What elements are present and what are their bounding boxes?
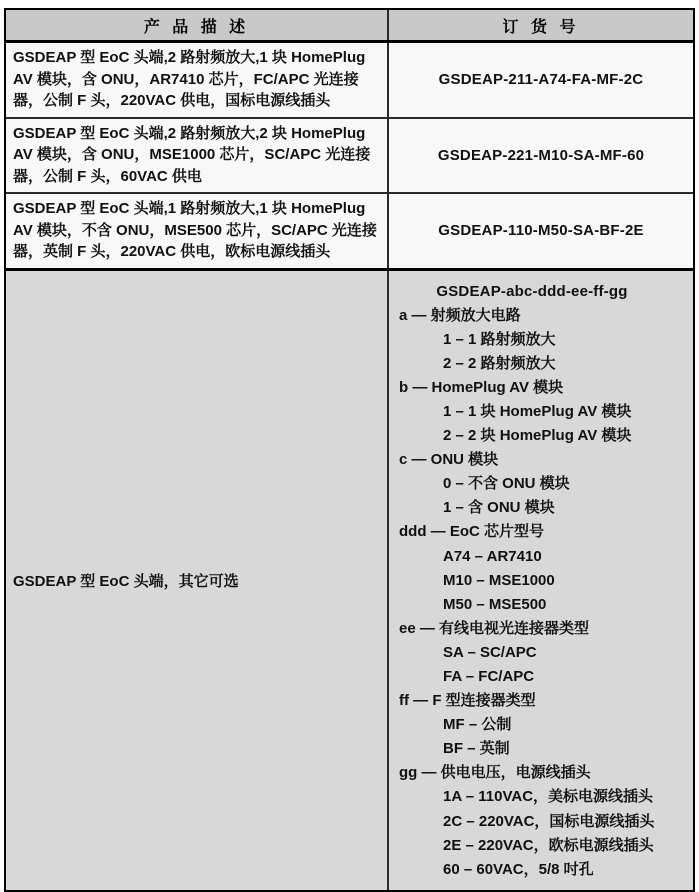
order-number: GSDEAP-221-M10-SA-MF-60 bbox=[437, 146, 645, 164]
column-header-product-description: 产 品 描 述 bbox=[6, 10, 389, 40]
product-description: GSDEAP 型 EoC 头端,2 路射频放大,2 块 HomePlug AV 模块，含 ONU，MSE1000 芯片，SC/APC 光连接器，公制 F 头，60VAC 供电 bbox=[6, 119, 389, 193]
option-item: A74 – AR7410 bbox=[443, 547, 542, 565]
option-group-label: gg — 供电电压，电源线插头 bbox=[399, 764, 591, 782]
option-item: 1A – 110VAC，美标电源线插头 bbox=[443, 788, 654, 806]
table-row bbox=[6, 119, 693, 195]
option-item: 2 – 2 路射频放大 bbox=[443, 354, 556, 372]
option-group-label: b — HomePlug AV 模块 bbox=[399, 378, 564, 396]
table-row bbox=[6, 194, 693, 271]
ordering-code-legend bbox=[389, 271, 693, 890]
option-item: BF – 英制 bbox=[443, 740, 510, 758]
column-header-order-number: 订 货 号 bbox=[502, 18, 580, 36]
product-description: GSDEAP 型 EoC 头端,2 路射频放大,1 块 HomePlug AV 模块，含 ONU，AR7410 芯片，FC/APC 光连接器，公制 F 头，220VAC 供电，国标电源线插头 bbox=[6, 43, 389, 117]
options-row-description: GSDEAP 型 EoC 头端，其它可选 bbox=[6, 271, 389, 890]
order-number: GSDEAP-211-A74-FA-MF-2C bbox=[438, 71, 644, 89]
option-item: 1 – 1 路射频放大 bbox=[443, 330, 556, 348]
order-number: GSDEAP-110-M50-SA-BF-2E bbox=[438, 222, 644, 240]
option-group-label: ddd — EoC 芯片型号 bbox=[399, 523, 544, 541]
option-item: 2 – 2 块 HomePlug AV 模块 bbox=[443, 427, 632, 445]
option-item: 2E – 220VAC，欧标电源线插头 bbox=[443, 836, 654, 854]
option-item: 1 – 1 块 HomePlug AV 模块 bbox=[443, 402, 632, 420]
product-rows bbox=[6, 43, 693, 271]
option-item: 60 – 60VAC，5/8 吋孔 bbox=[443, 860, 594, 878]
option-item: M50 – MSE500 bbox=[443, 595, 547, 613]
option-group-label: c — ONU 模块 bbox=[399, 451, 499, 469]
option-item: FA – FC/APC bbox=[443, 668, 535, 685]
option-group-label: ff — F 型连接器类型 bbox=[399, 692, 536, 710]
option-item: M10 – MSE1000 bbox=[443, 571, 555, 589]
option-item: 0 – 不含 ONU 模块 bbox=[443, 475, 570, 493]
option-group-label: a — 射频放大电路 bbox=[399, 306, 521, 324]
ordering-code-pattern: GSDEAP-abc-ddd-ee-ff-gg bbox=[436, 282, 628, 300]
product-order-table bbox=[4, 8, 695, 892]
option-item: MF – 公制 bbox=[443, 716, 512, 734]
table-row bbox=[6, 43, 693, 119]
option-item: 2C – 220VAC，国标电源线插头 bbox=[443, 812, 655, 830]
product-description: GSDEAP 型 EoC 头端,1 路射频放大,1 块 HomePlug AV 模块，不含 ONU，MSE500 芯片，SC/APC 光连接器，英制 F 头，220VAC 供电，欧标电源线插头 bbox=[6, 194, 389, 268]
options-row bbox=[6, 271, 693, 890]
option-item: SA – SC/APC bbox=[443, 643, 537, 661]
option-item: 1 – 含 ONU 模块 bbox=[443, 499, 555, 517]
option-group-label: ee — 有线电视光连接器类型 bbox=[399, 619, 590, 637]
table-header-row bbox=[6, 10, 693, 43]
option-groups bbox=[389, 304, 689, 882]
